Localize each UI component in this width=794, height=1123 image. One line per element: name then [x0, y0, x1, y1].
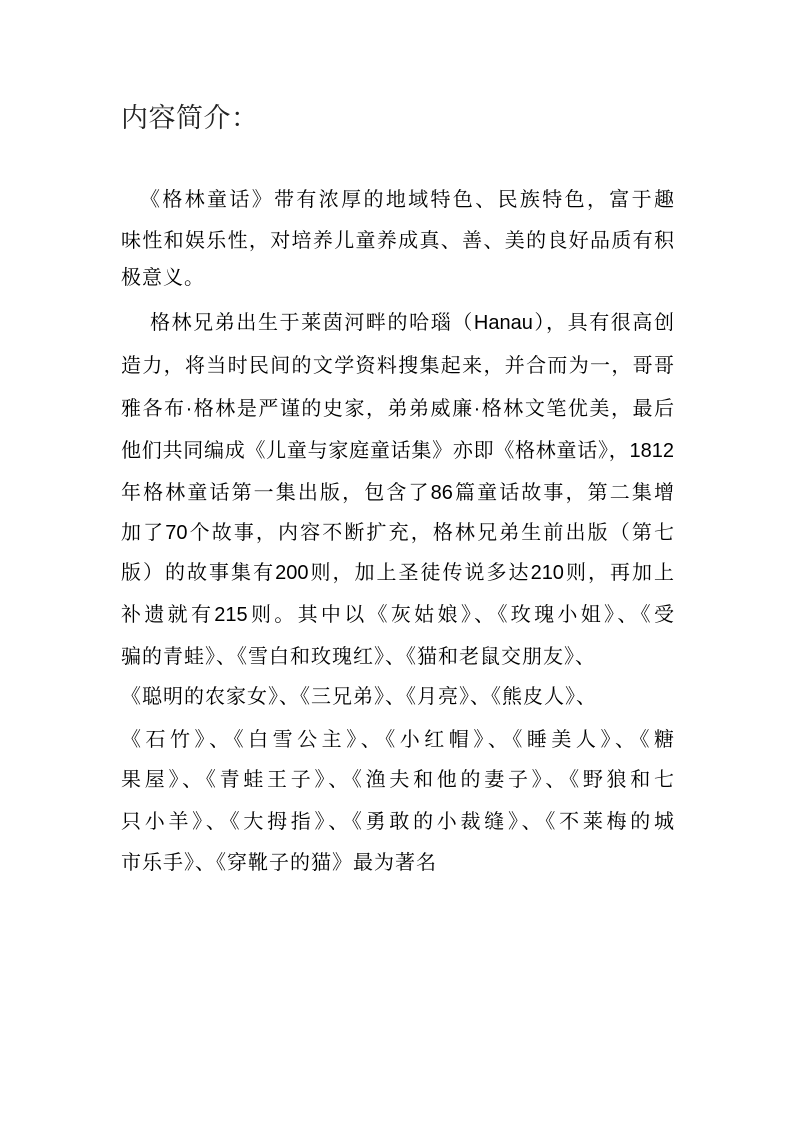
text-line: 《石竹》、《白雪公主》、《小红帽》、《睡美人》、《糖	[121, 729, 674, 751]
text-line: 年格林童话第一集出版，包含了86篇童话故事，第二集增	[121, 482, 674, 504]
text-line: 造力，将当时民间的文学资料搜集起来，并合而为一，哥哥	[121, 355, 674, 377]
text-line: 格林兄弟出生于莱茵河畔的哈瑙（Hanau），具有很高创	[150, 312, 674, 334]
text-line: 市乐手》、《穿靴子的猫》最为著名	[121, 852, 437, 874]
section-title: 内容简介：	[121, 103, 259, 133]
text-line: 版）的故事集有200则，加上圣徒传说多达210则，再加上	[121, 562, 674, 584]
text-line: 骗的青蛙》、《雪白和玫瑰红》、《猫和老鼠交朋友》、	[121, 646, 596, 668]
text-line: 补遗就有215则。其中以《灰姑娘》、《玫瑰小姐》、《受	[121, 604, 674, 626]
text-line: 他们共同编成《儿童与家庭童话集》亦即《格林童话》，1812	[121, 440, 674, 462]
text-line: 果屋》、《青蛙王子》、《渔夫和他的妻子》、《野狼和七	[121, 769, 674, 791]
text-line: 《格林童话》带有浓厚的地域特色、民族特色，富于趣	[140, 189, 674, 211]
text-line: 味性和娱乐性，对培养儿童养成真、善、美的良好品质有积	[121, 230, 674, 252]
text-line: 雅各布·格林是严谨的史家，弟弟威廉·格林文笔优美，最后	[121, 398, 674, 420]
text-line: 加了70个故事，内容不断扩充，格林兄弟生前出版（第七	[121, 522, 674, 544]
text-line: 《聪明的农家女》、《三兄弟》、《月亮》、《熊皮人》、	[121, 686, 597, 708]
text-line: 只小羊》、《大拇指》、《勇敢的小裁缝》、《不莱梅的城	[121, 811, 674, 833]
text-line: 极意义。	[121, 267, 205, 289]
